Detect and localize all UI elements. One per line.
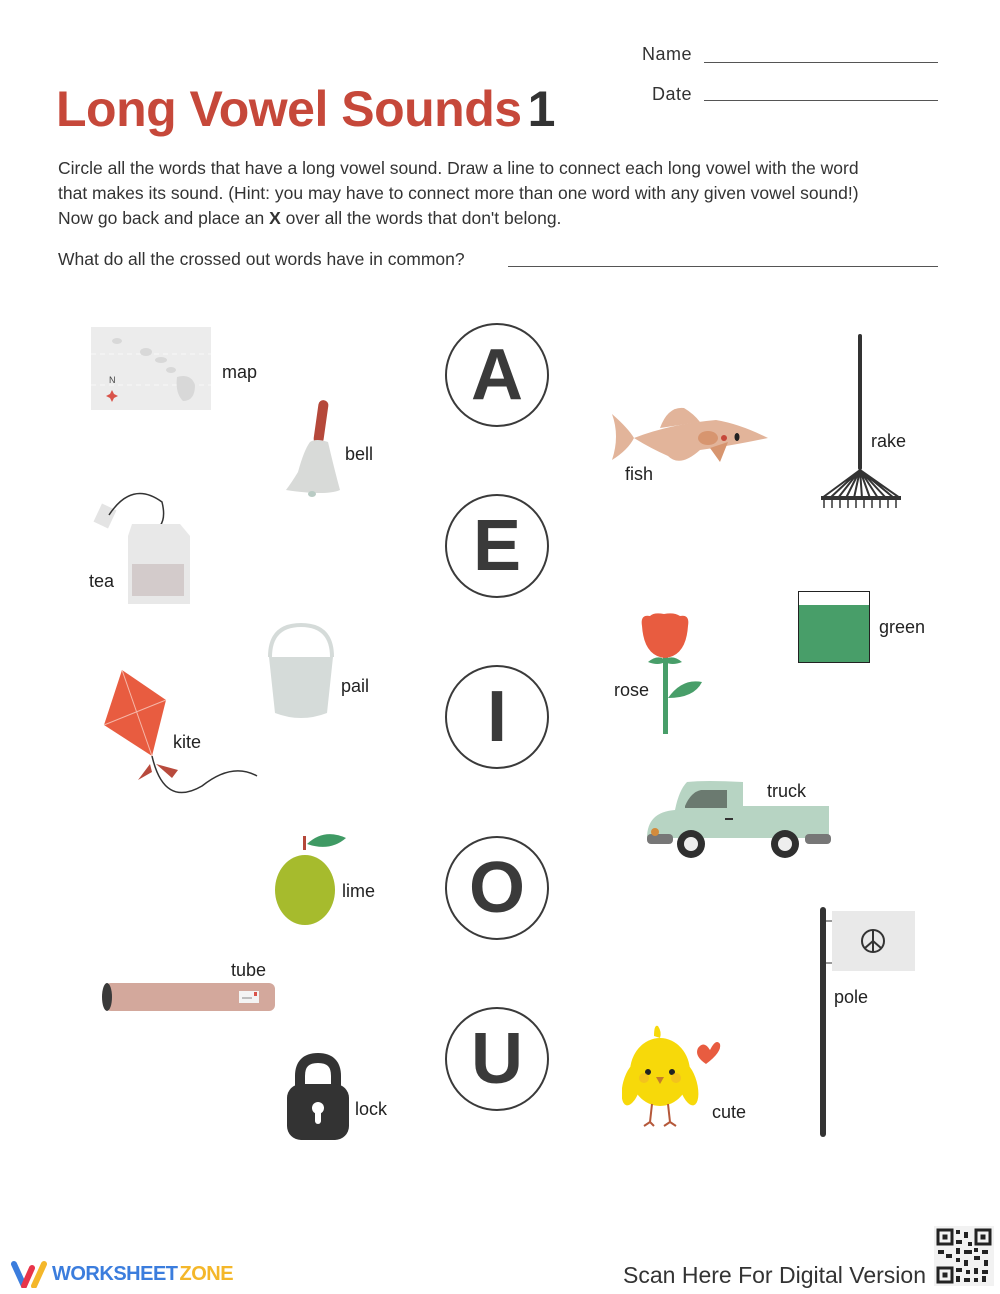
question-label: What do all the crossed out words have in common? xyxy=(58,249,465,269)
brand-text-2: ZONE xyxy=(179,1263,234,1285)
tube-icon xyxy=(100,980,278,1019)
answer-field[interactable] xyxy=(508,266,938,267)
vowel-e-circle[interactable]: E xyxy=(445,494,549,598)
flag-pole-icon xyxy=(820,907,916,1144)
word-lock[interactable]: lock xyxy=(355,1099,388,1119)
word-cute[interactable]: cute xyxy=(712,1102,747,1122)
word-tube[interactable]: tube xyxy=(231,960,267,980)
date-field[interactable] xyxy=(704,100,938,101)
rake-icon xyxy=(820,334,907,515)
word-tea[interactable]: tea xyxy=(89,571,115,591)
word-map[interactable]: map xyxy=(222,362,258,382)
word-bell[interactable]: bell xyxy=(345,444,374,464)
lime-icon xyxy=(274,830,348,931)
word-fish[interactable]: fish xyxy=(625,464,654,484)
name-field[interactable] xyxy=(704,62,938,63)
scan-here-text: Scan Here For Digital Version xyxy=(623,1262,926,1288)
tea-bag-icon xyxy=(92,488,192,611)
word-pail[interactable]: pail xyxy=(341,676,370,696)
map-icon xyxy=(91,327,211,410)
word-kite[interactable]: kite xyxy=(173,732,202,752)
chick-icon xyxy=(622,1022,726,1133)
date-label: Date xyxy=(652,84,693,104)
word-truck[interactable]: truck xyxy=(767,781,807,801)
rose-icon xyxy=(638,612,704,741)
word-lime[interactable]: lime xyxy=(342,881,376,901)
bell-icon xyxy=(282,398,342,505)
instructions xyxy=(58,156,878,231)
green-color-swatch xyxy=(798,591,870,663)
map-compass-letter: N xyxy=(109,375,116,385)
word-pole[interactable]: pole xyxy=(834,987,869,1007)
worksheet-zone-logo-icon xyxy=(10,1260,48,1293)
worksheet-zone-logo[interactable] xyxy=(52,1263,233,1286)
lock-icon xyxy=(286,1052,350,1147)
page-title xyxy=(56,80,555,138)
qr-code-icon[interactable] xyxy=(934,1226,994,1286)
instructions-text-2: over all the words that don't belong. xyxy=(280,208,562,228)
vowel-o-circle[interactable]: O xyxy=(445,836,549,940)
word-rose[interactable]: rose xyxy=(614,680,650,700)
word-green[interactable]: green xyxy=(879,617,926,637)
instructions-x-mark: X xyxy=(269,208,281,228)
name-label: Name xyxy=(642,44,693,64)
vowel-i-circle[interactable]: I xyxy=(445,665,549,769)
instructions-text-1: Circle all the words that have a long vowel sound. Draw a line to connect each long vowel with the word that makes its sound. (Hint: you may have to connect more than one word with any given vowel sound!) Now go back and place an xyxy=(58,158,859,228)
pail-icon xyxy=(267,623,335,726)
vowel-u-circle[interactable]: U xyxy=(445,1007,549,1111)
title-number: 1 xyxy=(527,81,555,137)
title-text: Long Vowel Sounds xyxy=(56,81,522,137)
brand-text-1: WORKSHEET xyxy=(52,1263,178,1285)
word-rake[interactable]: rake xyxy=(871,431,907,451)
truck-icon xyxy=(645,780,835,865)
vowel-a-circle[interactable]: A xyxy=(445,323,549,427)
